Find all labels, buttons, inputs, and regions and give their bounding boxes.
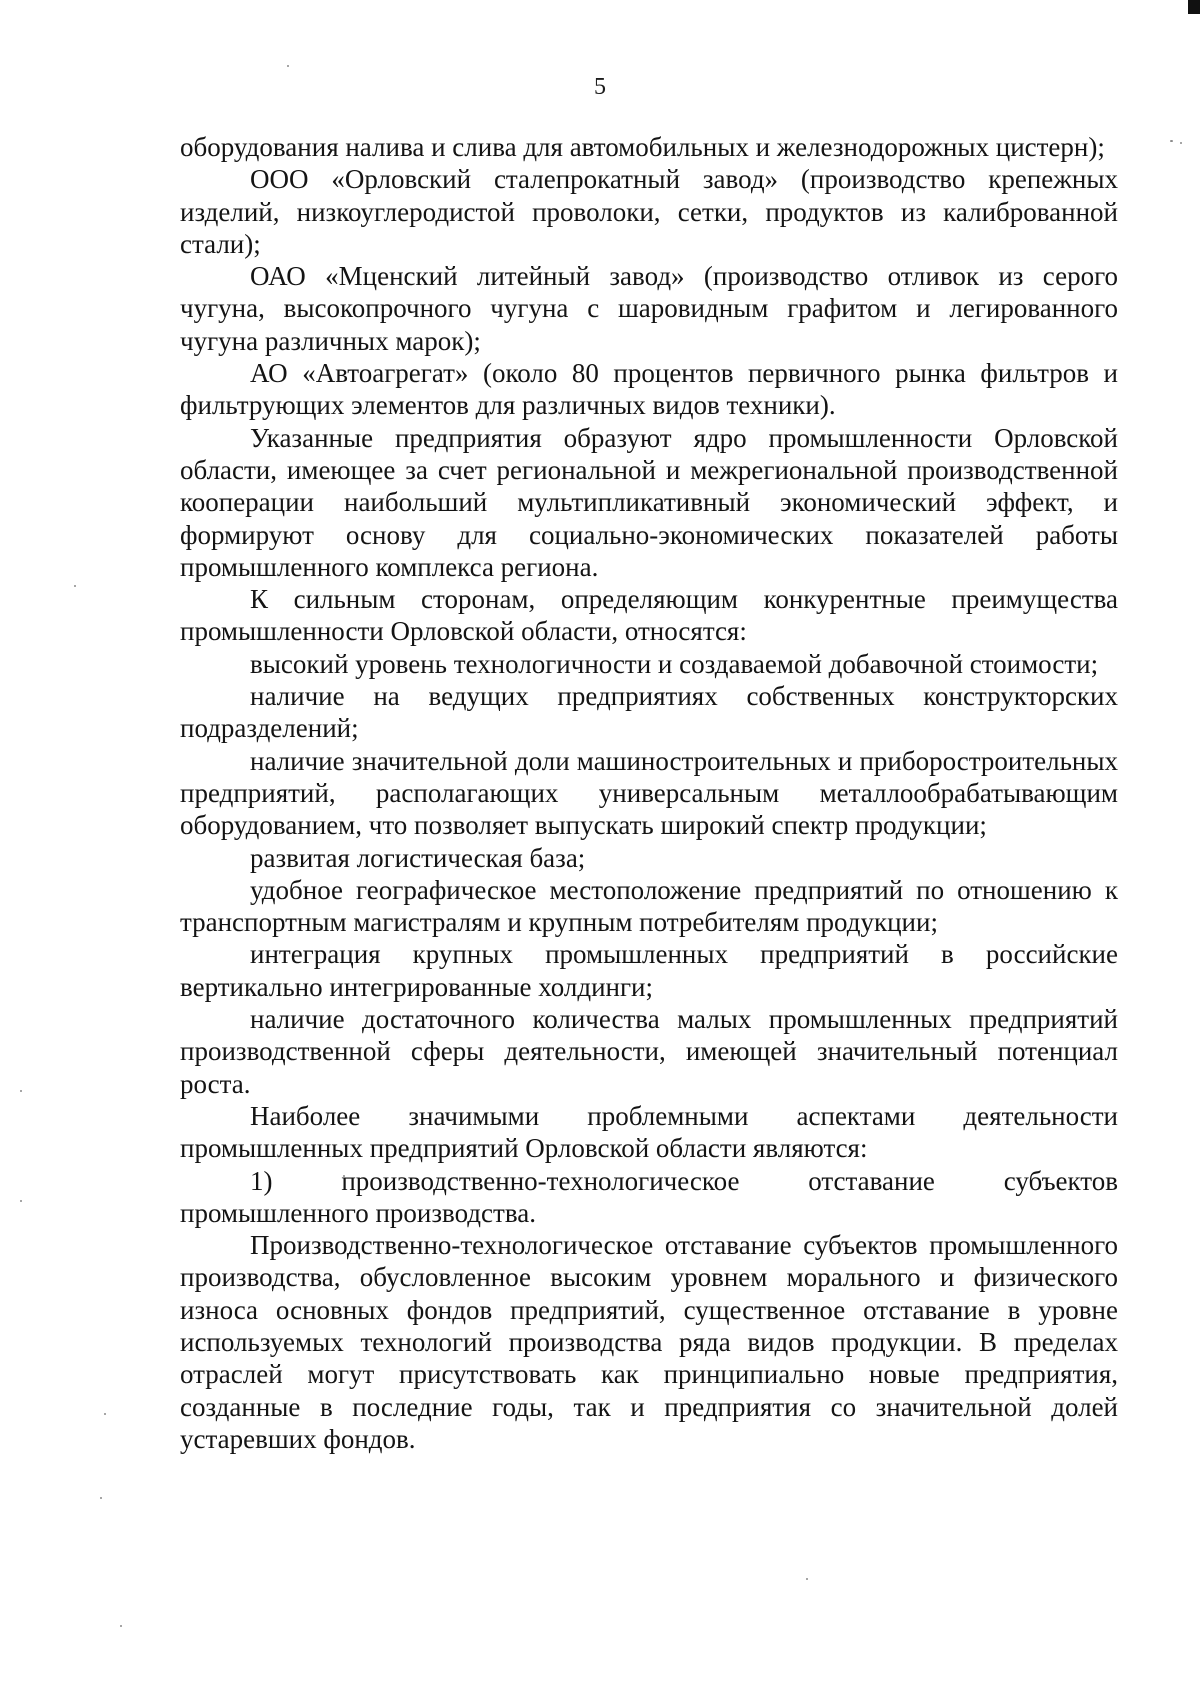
list-item: удобное географическое местоположение предприятий по отношению к транспортным магистралям и крупным потребителям продукции; <box>180 874 1118 938</box>
list-item: высокий уровень технологичности и создаваемой добавочной стоимости; <box>250 648 1099 679</box>
scan-speck <box>104 1413 106 1415</box>
list-item: наличие достаточного количества малых промышленных предприятий производственной сферы деятельности, имеющей значительный потенциал роста. <box>180 1004 1118 1099</box>
list-item: наличие значительной доли машиностроительных и приборостроительных предприятий, располагающих универсальным металлообрабатывающим оборудованием, что позволяет выпускать широкий спектр продукции; <box>180 745 1118 841</box>
scan-speck <box>1180 142 1182 144</box>
page-number: 5 <box>594 74 606 100</box>
numbered-item: 1) производственно-технологическое отставание субъектов промышленного производства. <box>180 1165 1118 1228</box>
list-item: наличие на ведущих предприятиях собственных конструкторских подразделений; <box>180 681 1118 744</box>
list-item: интеграция крупных промышленных предприятий в российские вертикально интегрированные холдинги; <box>180 939 1118 1002</box>
paragraph: Наиболее значимыми проблемными аспектами деятельности промышленных предприятий Орловской области являются: <box>180 1100 1118 1164</box>
scan-speck <box>806 1578 808 1580</box>
scan-speck <box>1170 140 1173 142</box>
paragraph: оборудования налива и слива для автомобильных и железнодорожных цистерн); <box>180 132 1105 162</box>
scan-speck <box>20 1090 22 1092</box>
scan-speck <box>120 1625 122 1627</box>
scan-speck <box>74 585 76 587</box>
paragraph: Указанные предприятия образуют ядро промышленности Орловской области, имеющее за счет региональной и межрегиональной производственной кооперации наибольший мультипликативный экономический эффект, и формируют основу для социально-экономических показателей работы промышленного комплекса региона. <box>180 422 1118 582</box>
paragraph: ОАО «Мценский литейный завод» (производство отливок из серого чугуна, высокопрочного чугуна с шаровидным графитом и легированного чугуна различных марок); <box>180 261 1118 356</box>
scan-edge-mark <box>1188 0 1200 14</box>
paragraph: К сильным сторонам, определяющим конкурентные преимущества промышленности Орловской области, относятся: <box>180 584 1118 647</box>
paragraph: ООО «Орловский сталепрокатный завод» (производство крепежных изделий, низкоуглеродистой проволоки, сетки, продуктов из калиброванной стали); <box>180 164 1118 259</box>
scan-speck <box>20 1200 22 1202</box>
paragraph: АО «Автоагрегат» (около 80 процентов первичного рынка фильтров и фильтрующих элементов для различных видов техники). <box>180 358 1118 421</box>
scan-speck <box>100 1497 102 1499</box>
paragraph: Производственно-технологическое отставание субъектов промышленного производства, обусловленное высоким уровнем морального и физического износа основных фондов предприятий, существенное отставание в уровне используемых технологий производства ряда видов продукции. В пределах отраслей могут присутствовать как принципиально новые предприятия, созданные в последние годы, так и предприятия со значительной долей устаревших фондов. <box>180 1230 1118 1454</box>
list-item: развитая логистическая база; <box>250 842 586 873</box>
document-body <box>180 131 1118 1455</box>
scan-speck <box>287 65 289 67</box>
